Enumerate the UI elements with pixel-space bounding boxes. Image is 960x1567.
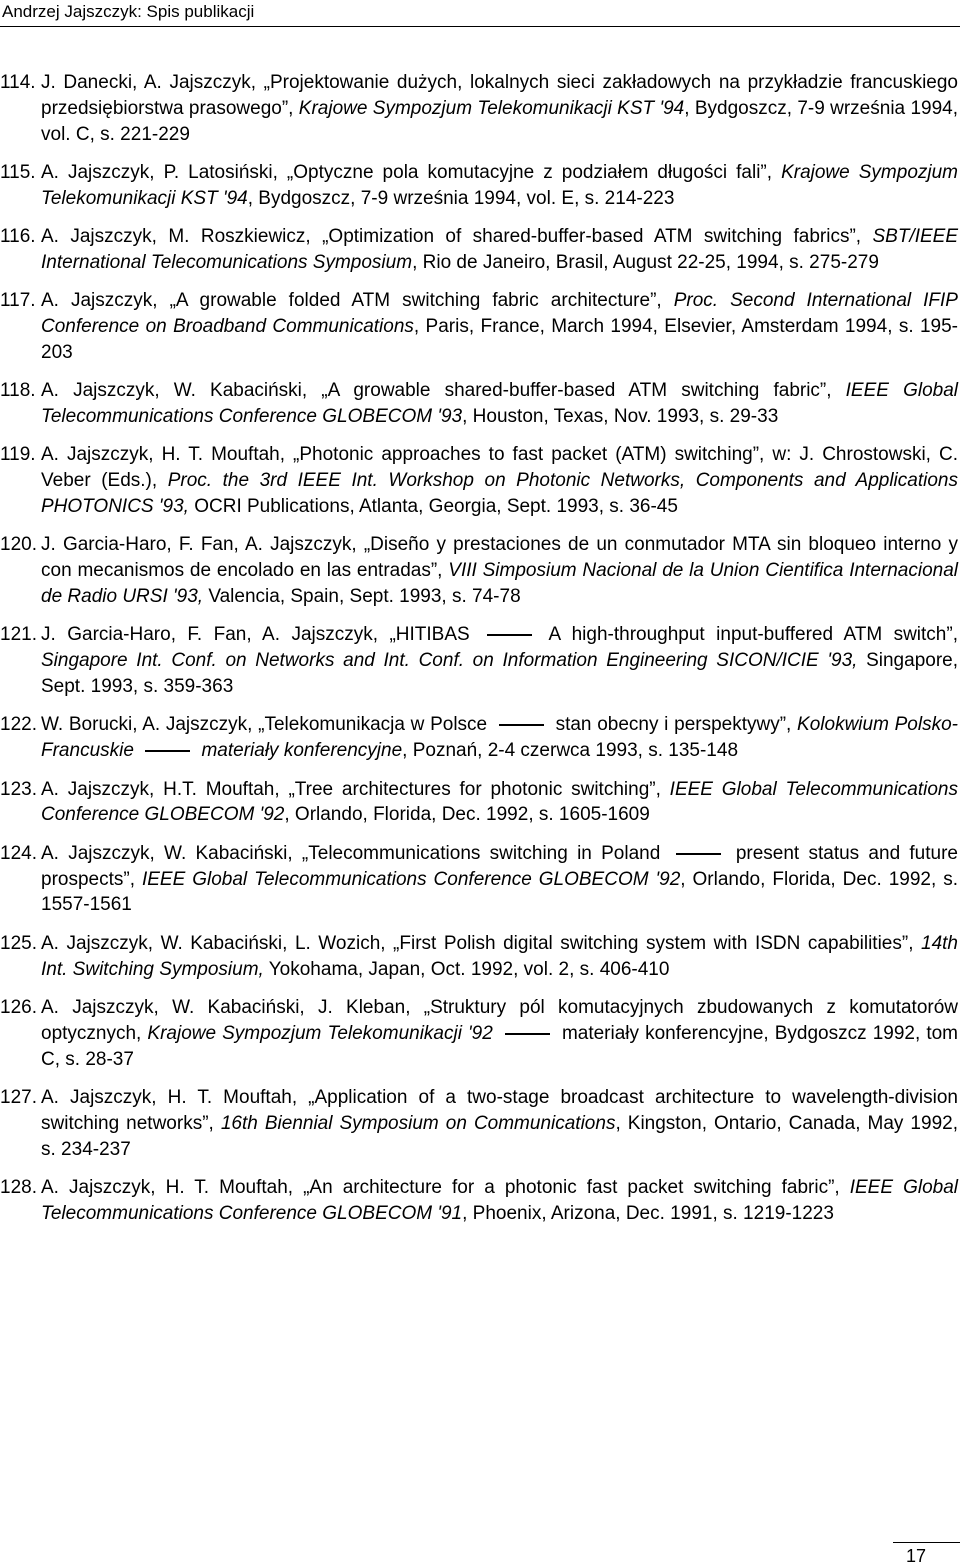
entry-venue-italic: materiały konferencyjne <box>196 740 403 762</box>
entry-text: A. Jajszczyk, H. T. Mouftah, „An architecture for a photonic fast packet switching fabric”, <box>41 1176 850 1198</box>
entry-number: 119. <box>0 444 36 466</box>
entry-text: A. Jajszczyk, W. Kabaciński, „A growable shared-buffer-based ATM switching fabric”, <box>41 380 846 402</box>
entry-text: , Orlando, Florida, Dec. 1992, s. 1605-1609 <box>284 804 650 826</box>
em-dash-rule <box>145 750 190 752</box>
entry-text: , Orlando, Florida, Dec. 1992, s. 1557-1561 <box>41 868 958 916</box>
entry-text: A. Jajszczyk, H. T. Mouftah, „Photonic approaches to fast packet (ATM) switching”, w: J. Chrostowski, C. Veber (Eds.), <box>41 444 958 492</box>
publication-entry <box>0 995 958 1073</box>
entry-venue-italic: Krajowe Sympozjum Telekomunikacji KST '94 <box>298 97 685 119</box>
entry-text: , Bydgoszcz, 7-9 września 1994, vol. E, s. 214-223 <box>247 187 675 209</box>
em-dash-rule <box>487 634 532 636</box>
entry-number: 125. <box>0 932 37 954</box>
publication-entry <box>0 442 958 520</box>
entry-text: A. Jajszczyk, „A growable folded ATM switching fabric architecture”, <box>41 290 674 312</box>
publication-entry <box>0 1175 958 1227</box>
entry-number: 118. <box>0 380 36 402</box>
publication-entry <box>0 622 958 700</box>
entry-text: , Kingston, Ontario, Canada, May 1992, s. 234-237 <box>41 1112 958 1160</box>
publication-entry <box>0 378 958 430</box>
entry-venue-italic: IEEE Global Telecommunications Conference GLOBECOM '92 <box>41 778 958 826</box>
entry-number: 121. <box>0 624 37 646</box>
entry-text: , Bydgoszcz, 7-9 września 1994, vol. C, s. 221-229 <box>41 97 958 145</box>
entry-text: A. Jajszczyk, W. Kabaciński, „Telecommunications switching in Poland <box>41 842 670 864</box>
entry-venue-italic: Krajowe Sympozjum Telekomunikacji '92 <box>147 1022 499 1044</box>
entry-text: , Poznań, 2-4 czerwca 1993, s. 135-148 <box>402 740 739 762</box>
entry-venue-italic: IEEE Global Telecommunications Conference GLOBECOM '93 <box>41 380 958 428</box>
em-dash-rule <box>676 853 721 855</box>
entry-venue-italic: IEEE Global Telecommunications Conference GLOBECOM '91 <box>41 1176 958 1224</box>
entry-text: A. Jajszczyk, M. Roszkiewicz, „Optimization of shared-buffer-based ATM switching fabrics”, <box>41 226 873 248</box>
publication-entry <box>0 777 958 829</box>
entry-venue-italic: Proc. Second International IFIP Conference on Broadband Communications <box>41 290 958 338</box>
page-number: 17 <box>906 1546 927 1566</box>
entry-venue-italic: Proc. the 3rd IEEE Int. Workshop on Photonic Networks, Components and Applications PHOTONICS '93, <box>41 470 958 518</box>
publication-list <box>0 70 960 1227</box>
publication-entry <box>0 288 958 366</box>
entry-text: J. Garcia-Haro, F. Fan, A. Jajszczyk, „Diseño y prestaciones de un conmutador MTA sin bloqueo interno y con mecanismos de encolado en las entradas”, <box>41 534 958 582</box>
entry-venue-italic: 16th Biennial Symposium on Communications <box>220 1112 616 1134</box>
entry-text: , Rio de Janeiro, Brasil, August 22-25, 1994, s. 275-279 <box>412 252 879 274</box>
entry-venue-italic: SBT/IEEE International Telecomunications Symposium <box>41 226 958 274</box>
entry-number: 117. <box>0 290 36 312</box>
entry-text: A. Jajszczyk, W. Kabaciński, L. Wozich, „First Polish digital switching system with ISDN capabilities”, <box>41 932 922 954</box>
entry-number: 123. <box>0 778 37 800</box>
entry-text: J. Danecki, A. Jajszczyk, „Projektowanie dużych, lokalnych sieci zakładowych na przykładzie francuskiego przedsiębiorstwa prasowego”, <box>41 72 958 119</box>
entry-venue-italic: Singapore Int. Conf. on Networks and Int. Conf. on Information Engineering SICON/ICIE '93, <box>41 650 858 672</box>
entry-number: 120. <box>0 534 37 556</box>
entry-number: 127. <box>0 1086 37 1108</box>
publication-entry <box>0 1085 958 1163</box>
publication-entry <box>0 712 958 764</box>
entry-venue-italic: 14th Int. Switching Symposium, <box>41 932 958 980</box>
em-dash-rule <box>505 1033 550 1035</box>
publication-entry <box>0 70 958 148</box>
entry-number: 122. <box>0 714 37 736</box>
publication-entry <box>0 841 958 919</box>
entry-number: 124. <box>0 842 37 864</box>
publication-entry <box>0 532 958 610</box>
entry-text: A high-throughput input-buffered ATM switch”, <box>538 624 958 646</box>
entry-number: 128. <box>0 1176 37 1198</box>
entry-text: , Phoenix, Arizona, Dec. 1991, s. 1219-1223 <box>462 1202 834 1224</box>
entry-text: Valencia, Spain, Sept. 1993, s. 74-78 <box>203 586 521 608</box>
entry-text: present status and future prospects”, <box>41 842 958 890</box>
entry-text: Yokohama, Japan, Oct. 1992, vol. 2, s. 406-410 <box>263 958 670 980</box>
publication-entry <box>0 931 958 983</box>
entry-text: materiały konferencyjne, Bydgoszcz 1992, tom C, s. 28-37 <box>41 1022 958 1070</box>
entry-text: A. Jajszczyk, W. Kabaciński, J. Kleban, „Struktury pól komutacyjnych zbudowanych z komutatorów optycznych, <box>41 996 958 1044</box>
entry-text: , Paris, France, March 1994, Elsevier, Amsterdam 1994, s. 195-203 <box>41 316 958 364</box>
entry-text: A. Jajszczyk, H. T. Mouftah, „Application of a two-stage broadcast architecture to wavelength-division switching networks”, <box>41 1086 958 1134</box>
entry-number: 115. <box>0 162 36 184</box>
page-header-title: Andrzej Jajszczyk: Spis publikacji <box>2 2 255 21</box>
publication-entry <box>0 224 958 276</box>
entry-text: J. Garcia-Haro, F. Fan, A. Jajszczyk, „HITIBAS <box>41 624 482 646</box>
entry-number: 126. <box>0 996 37 1018</box>
entry-venue-italic: VIII Simposium Nacional de la Union Cientifica Internacional de Radio URSI '93, <box>41 560 958 608</box>
publication-entry <box>0 160 958 212</box>
entry-number: 114. <box>0 72 36 93</box>
entry-text: A. Jajszczyk, H.T. Mouftah, „Tree architectures for photonic switching”, <box>41 778 670 800</box>
entry-text: , Houston, Texas, Nov. 1993, s. 29-33 <box>462 406 779 428</box>
entry-text: stan obecny i perspektywy”, <box>549 714 798 736</box>
em-dash-rule <box>499 724 544 726</box>
header-divider <box>0 26 960 27</box>
entry-text: OCRI Publications, Atlanta, Georgia, Sept. 1993, s. 36-45 <box>188 496 678 518</box>
entry-venue-italic: Krajowe Sympozjum Telekomunikacji KST '94 <box>41 162 959 209</box>
entry-text: Singapore, Sept. 1993, s. 359-363 <box>41 650 958 698</box>
entry-text: A. Jajszczyk, P. Latosiński, „Optyczne pola komutacyjne z podziałem długości fali”, <box>41 162 782 184</box>
entry-venue-italic: Kolokwium Polsko-Francuskie <box>41 714 958 762</box>
footer-divider <box>893 1542 960 1543</box>
entry-venue-italic: IEEE Global Telecommunications Conference GLOBECOM '92 <box>141 868 681 890</box>
entry-text: W. Borucki, A. Jajszczyk, „Telekomunikacja w Polsce <box>41 714 493 736</box>
entry-number: 116. <box>0 226 36 248</box>
